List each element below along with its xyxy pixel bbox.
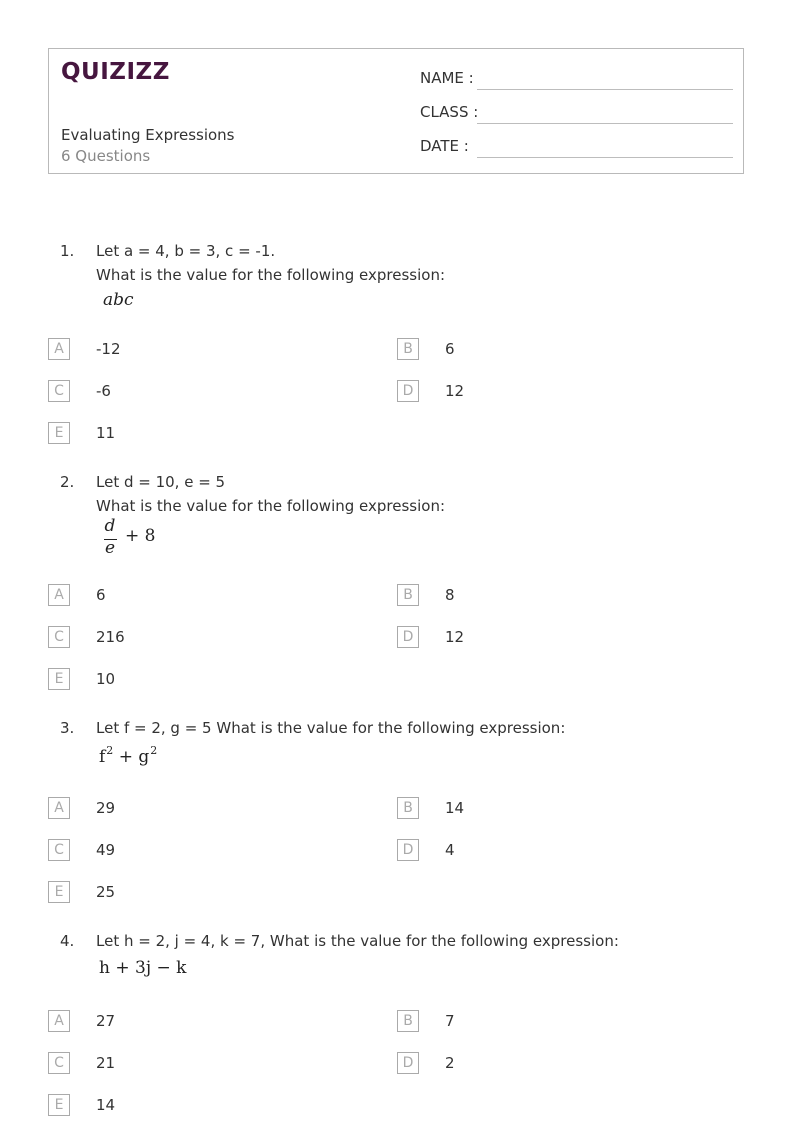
option-value: 14 xyxy=(96,1096,116,1114)
option-value: 2 xyxy=(445,1054,455,1072)
question-text-line-1: Let d = 10, e = 5 xyxy=(96,473,226,491)
exponent-2: 2 xyxy=(150,744,158,757)
worksheet-title: Evaluating Expressions xyxy=(61,126,235,144)
option-value: 49 xyxy=(96,841,116,859)
question-text-line-2: What is the value for the following expression: xyxy=(96,497,445,515)
quizizz-logo: QUIZIZZ xyxy=(61,59,170,85)
option-letter: A xyxy=(48,338,70,360)
option-letter: A xyxy=(48,584,70,606)
name-line xyxy=(477,89,733,90)
class-line xyxy=(477,123,733,124)
worksheet-header xyxy=(48,48,744,174)
math-expression xyxy=(99,744,157,767)
option-letter: A xyxy=(48,1010,70,1032)
expression-rest: + 8 xyxy=(125,526,156,546)
option-value: 12 xyxy=(445,628,465,646)
fraction-numerator: d xyxy=(104,516,116,536)
base-1: f xyxy=(99,747,106,767)
expression-text: abc xyxy=(103,290,134,310)
name-label: NAME : xyxy=(420,69,474,87)
option-letter: C xyxy=(48,839,70,861)
option-letter: D xyxy=(397,626,419,648)
exponent-1: 2 xyxy=(106,744,114,757)
option-letter: D xyxy=(397,839,419,861)
option-value: 10 xyxy=(96,670,116,688)
option-value: 7 xyxy=(445,1012,455,1030)
base-2: g xyxy=(138,747,150,767)
option-letter: B xyxy=(397,338,419,360)
question-text-line-1: Let h = 2, j = 4, k = 7, What is the value for the following expression: xyxy=(96,932,619,950)
question-number: 3. xyxy=(60,719,75,737)
question-number: 4. xyxy=(60,932,75,950)
option-value: 21 xyxy=(96,1054,116,1072)
question-text-line-1: Let f = 2, g = 5 What is the value for the following expression: xyxy=(96,719,566,737)
option-letter: E xyxy=(48,422,70,444)
question-number: 2. xyxy=(60,473,75,491)
option-value: 12 xyxy=(445,382,465,400)
option-value: 216 xyxy=(96,628,125,646)
option-value: 8 xyxy=(445,586,455,604)
question-number: 1. xyxy=(60,242,75,260)
plus-operator: + xyxy=(118,747,133,767)
date-label: DATE : xyxy=(420,137,469,155)
question-text-line-2: What is the value for the following expression: xyxy=(96,266,445,284)
question-count: 6 Questions xyxy=(61,147,151,165)
option-letter: C xyxy=(48,380,70,402)
option-letter: C xyxy=(48,1052,70,1074)
option-value: 4 xyxy=(445,841,455,859)
option-letter: B xyxy=(397,1010,419,1032)
option-letter: C xyxy=(48,626,70,648)
option-value: 6 xyxy=(96,586,106,604)
option-letter: D xyxy=(397,380,419,402)
option-value: 14 xyxy=(445,799,465,817)
date-line xyxy=(477,157,733,158)
option-letter: B xyxy=(397,797,419,819)
option-value: 27 xyxy=(96,1012,116,1030)
option-value: 25 xyxy=(96,883,116,901)
option-letter: D xyxy=(397,1052,419,1074)
option-value: -12 xyxy=(96,340,121,358)
question-text-line-1: Let a = 4, b = 3, c = -1. xyxy=(96,242,276,260)
option-value: -6 xyxy=(96,382,111,400)
option-value: 6 xyxy=(445,340,455,358)
fraction-denominator: e xyxy=(104,538,116,558)
option-letter: B xyxy=(397,584,419,606)
math-expression xyxy=(103,290,134,310)
option-letter: A xyxy=(48,797,70,819)
option-letter: E xyxy=(48,668,70,690)
class-label: CLASS : xyxy=(420,103,479,121)
math-expression: h + 3j − k xyxy=(99,958,187,978)
option-value: 29 xyxy=(96,799,116,817)
option-value: 11 xyxy=(96,424,116,442)
option-letter: E xyxy=(48,881,70,903)
option-letter: E xyxy=(48,1094,70,1116)
